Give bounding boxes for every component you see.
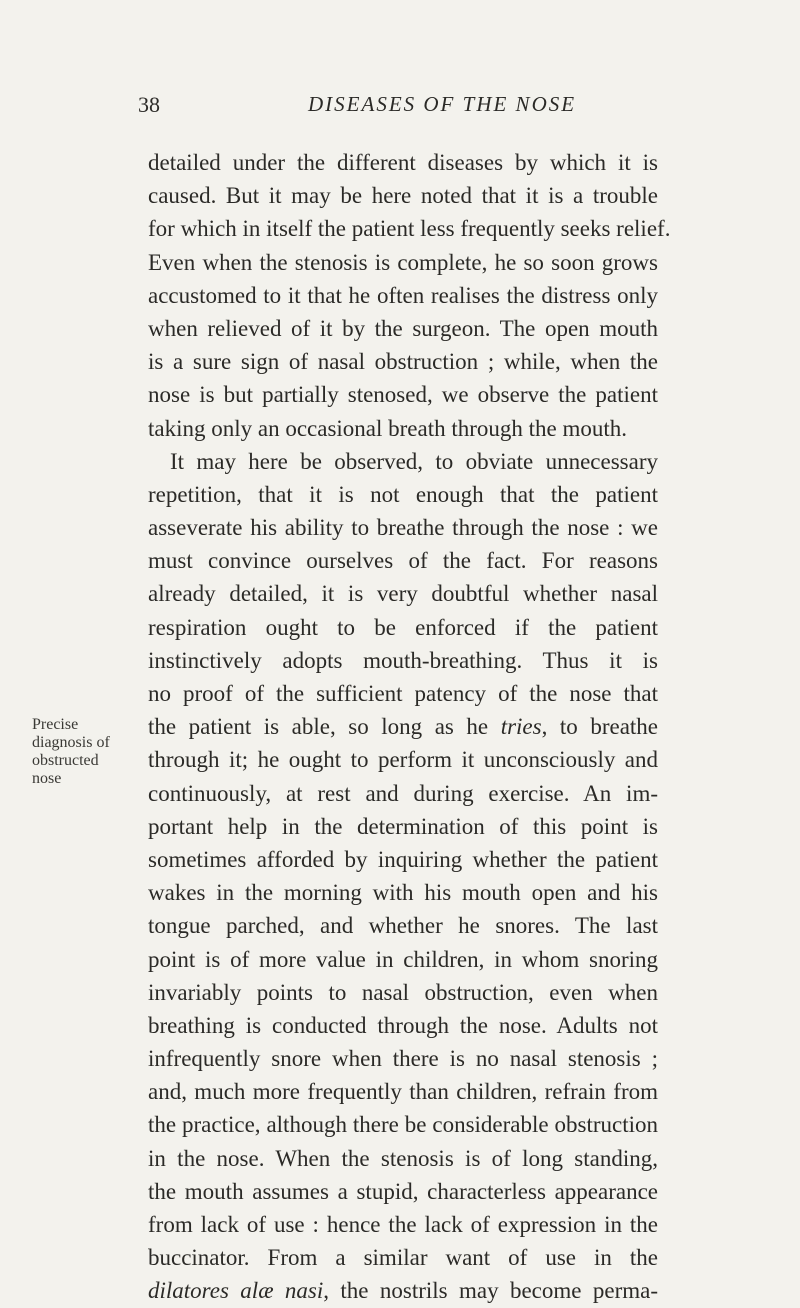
text-line: point is of more value in children, in whom snoring: [148, 946, 658, 972]
text-segment: , to breathe: [541, 714, 659, 740]
margin-note-line: Precise: [32, 716, 79, 733]
text-line: buccinator. From a similar want of use in the: [148, 1245, 658, 1271]
text-line: detailed under the different diseases by which it is: [148, 150, 658, 175]
text-line: and, much more frequently than children, refrain from: [148, 1079, 658, 1105]
text-line: for which in itself the patient less frequently seeks relief.: [148, 216, 671, 242]
text-line: repetition, that it is not enough that the patient: [148, 481, 658, 507]
text-line: taking only an occasional breath through the mouth.: [148, 415, 628, 441]
text-line: no proof of the sufficient patency of the nose that: [148, 681, 658, 706]
emphasis-text: tries: [500, 714, 542, 740]
margin-note: [32, 716, 132, 788]
text-line: infrequently snore when there is no nasal stenosis ;: [148, 1046, 658, 1072]
text-line: [148, 710, 658, 743]
text-line: sometimes afforded by inquiring whether the patient: [148, 846, 658, 872]
text-line: must convince ourselves of the fact. For reasons: [148, 548, 658, 574]
text-line: tongue parched, and whether he snores. The last: [148, 913, 658, 939]
margin-note-line: diagnosis of: [32, 734, 110, 751]
text-line: already detailed, it is very doubtful whether nasal: [148, 581, 658, 607]
margin-note-line: obstructed: [32, 752, 99, 769]
text-line: respiration ought to be enforced if the patient: [148, 614, 658, 640]
text-line: nose is but partially stenosed, we observe the patient: [148, 382, 658, 408]
text-line: through it; he ought to perform it unconsciously and: [148, 747, 658, 773]
text-segment: the patient is able, so long as he: [148, 714, 489, 740]
margin-note-line: nose: [32, 770, 62, 787]
text-line: caused. But it may be here noted that it is a trouble: [148, 183, 658, 209]
emphasis-text: dilatores alæ nasi: [148, 1278, 324, 1304]
text-line: instinctively adopts mouth-breathing. Thus it is: [148, 647, 658, 673]
text-line: from lack of use : hence the lack of expression in the: [148, 1212, 658, 1237]
text-line: Even when the stenosis is complete, he so soon grows: [148, 249, 658, 275]
running-head: DISEASES OF THE NOSE: [308, 92, 577, 116]
text-line: when relieved of it by the surgeon. The open mouth: [148, 315, 658, 341]
text-line: It may here be observed, to obviate unnecessary: [170, 448, 658, 474]
text-line: the practice, although there be considerable obstruction: [148, 1112, 658, 1138]
text-line: [148, 1274, 658, 1307]
text-line: asseverate his ability to breathe through the nose : we: [148, 515, 658, 541]
text-line: continuously, at rest and during exercise. An im-: [148, 780, 658, 806]
text-line: breathing is conducted through the nose. Adults not: [148, 1012, 658, 1038]
body-text: [148, 146, 671, 1308]
text-line: the mouth assumes a stupid, characterless appearance: [148, 1178, 658, 1204]
text-line: accustomed to it that he often realises the distress only: [148, 282, 658, 308]
text-line: invariably points to nasal obstruction, even when: [148, 979, 658, 1005]
text-line: is a sure sign of nasal obstruction ; while, when the: [148, 349, 658, 375]
text-line: portant help in the determination of this point is: [148, 813, 658, 839]
text-segment: , the nostrils may become perma-: [323, 1278, 658, 1304]
text-line: wakes in the morning with his mouth open and his: [148, 880, 658, 906]
text-line: in the nose. When the stenosis is of long standing,: [148, 1145, 658, 1171]
page-header: [138, 92, 658, 126]
page-number: 38: [138, 92, 160, 117]
